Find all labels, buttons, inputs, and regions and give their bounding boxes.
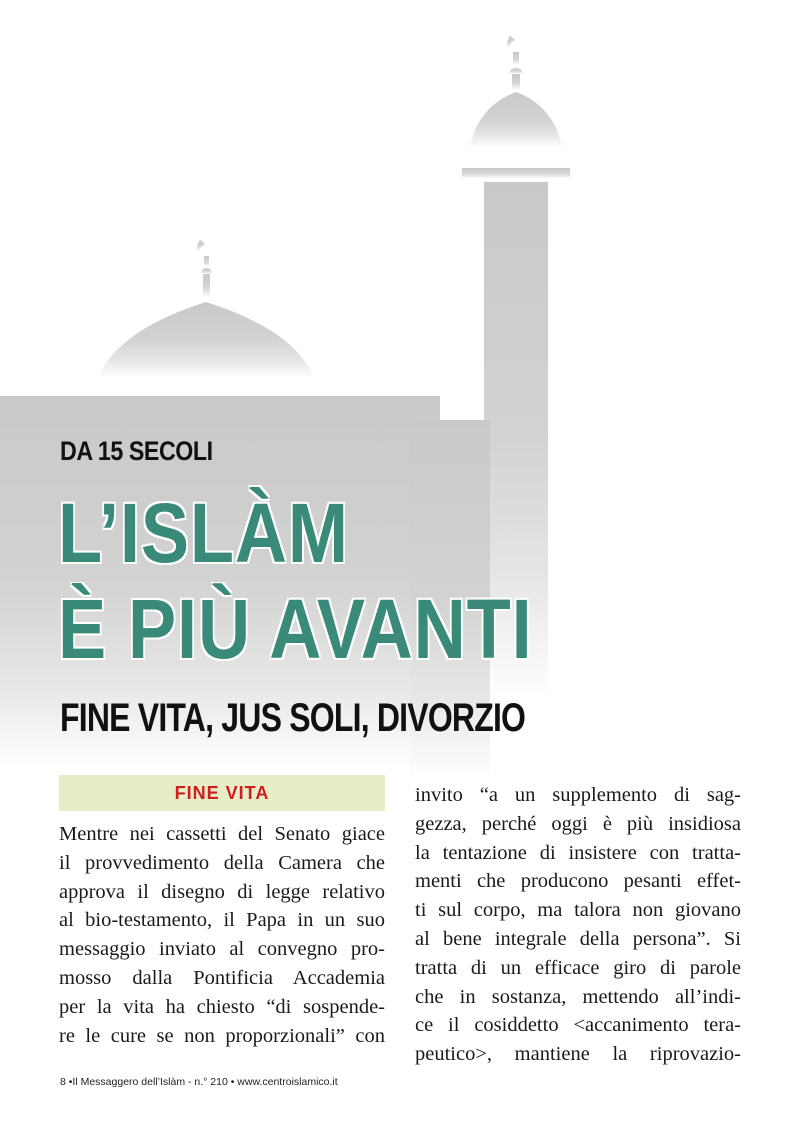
subtitle: FINE VITA, JUS SOLI, DIVORZIO [60, 696, 526, 740]
left-column [59, 820, 385, 1050]
text-line: gezza, perché oggi è più insidiosa [415, 812, 741, 835]
text-line: invito “a un supplemento di sag- [415, 784, 741, 806]
text-line: che in sostanza, mettendo all’indi- [415, 985, 741, 1008]
text-line: ti sul corpo, ma talora non giovano [415, 899, 741, 922]
text-line: tratta di un efficace giro di parole [415, 956, 741, 979]
text-line: la tentazione di insistere con tratta- [415, 841, 741, 864]
text-line: il provvedimento della Camera che [59, 851, 385, 874]
text-line: messaggio inviato al convegno pro- [59, 938, 385, 961]
headline-line-2: È PIÙ AVANTI [58, 582, 533, 676]
section-header-box [59, 775, 385, 811]
text-line: al bio-testamento, il Papa in un suo [59, 909, 385, 932]
text-line: al bene integrale della persona”. Si [415, 927, 741, 950]
text-line: ce il cosiddetto <accanimento tera- [415, 1014, 741, 1037]
page-footer: 8 •Il Messaggero dell’Islàm - n.° 210 • www.centroislamico.it [60, 1076, 338, 1088]
text-line: approva il disegno di legge relativo [59, 880, 385, 903]
text-line: mosso dalla Pontificia Accademia [59, 966, 385, 989]
headline-line-1: L’ISLÀM [58, 486, 349, 580]
text-line: menti che producono pesanti effet- [415, 870, 741, 893]
right-column [415, 781, 741, 1069]
section-header-label: FINE VITA [174, 782, 270, 803]
text-line: re le cure se non proporzionali” con [59, 1024, 385, 1047]
text-line: per la vita ha chiesto “di sospende- [59, 995, 385, 1018]
text-line: Mentre nei cassetti del Senato giace [59, 823, 385, 845]
kicker: DA 15 SECOLI [60, 436, 213, 466]
text-line: peutico>, mantiene la riprovazio- [415, 1043, 741, 1066]
